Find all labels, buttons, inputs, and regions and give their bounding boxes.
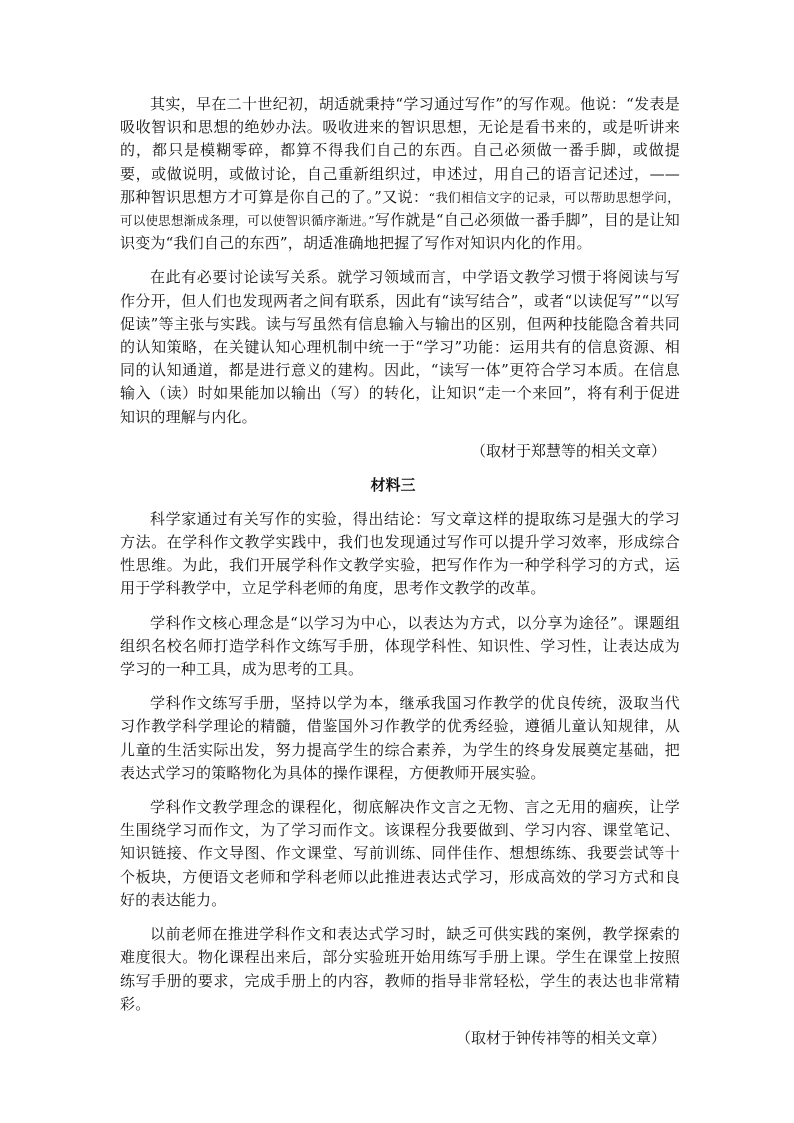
hu-shi-quote: “我们相信文字的记录，可以帮助思想学问，可以使思想渐成条理，可以使智识循序渐进。” (120, 189, 680, 229)
section-title-material-three: 材料三 (370, 475, 416, 494)
paragraph-hu-shi (120, 93, 680, 255)
document-page (120, 93, 680, 1050)
paragraph-practice: 以前老师在推进学科作文和表达式学习时，缺乏可供实践的案例，教学探索的难度很大。物化课程出来后，部分实验班开始用练写手册上课。学生在课堂上按照练写手册的要求，完成手册上的内容，教师的指导非常轻松，学生的表达也非常精彩。 (120, 925, 680, 1013)
paragraph-hu-shi-text: 其实，早在二十世纪初，胡适就秉持“学习通过写作”的写作观。他说：“发表是吸收智识和思想的绝妙办法。吸收进来的智识思想，无论是看书来的，或是听讲来的，都只是模糊零碎，都算不得我们自己的东西。自己必须做一番手脚，或做提要，或做说明，或做讨论，自己重新组织过，申述过，用自己的语言记述过，——那种智识思想方才可算是你自己的了。”又说： (120, 95, 680, 206)
paragraph-core-concept: 学科作文核心理念是“以学习为中心，以表达为方式，以分享为途径”。课题组组织名校名师打造学科作文练写手册，体现学科性、知识性、学习性，让表达成为学习的一种工具，成为思考的工具。 (120, 613, 680, 679)
source-citation-zhong: （取材于钟传祎等的相关文章） (455, 1028, 666, 1047)
paragraph-curriculum: 学科作文教学理念的课程化，彻底解决作文言之无物、言之无用的痼疾，让学生围绕学习而作文，为了学习而作文。该课程分我要做到、学习内容、课堂笔记、知识链接、作文导图、作文课堂、写前训练、同伴佳作、想想练练、我要尝试等十个板块，方便语文老师和学科老师以此推进表达式学习，形成高效的学习方式和良好的表达能力。 (120, 798, 680, 909)
paragraph-hu-shi-conclusion: 写作就是“自己必须做一番手脚”，目的是让知识变为“我们自己的东西”，胡适准确地把握了写作对知识内化的作用。 (120, 211, 680, 253)
paragraph-experiment: 科学家通过有关写作的实验，得出结论：写文章这样的提取练习是强大的学习方法。在学科作文教学实践中，我们也发现通过写作可以提升学习效率，形成综合性思维。为此，我们开展学科作文教学实验，把写作作为一种学科学习的方式，运用于学科教学中，立足学科老师的角度，思考作文教学的改革。 (120, 509, 680, 598)
paragraph-reading-writing: 在此有必要讨论读写关系。就学习领域而言，中学语文教学习惯于将阅读与写作分开，但人们也发现两者之间有联系，因此有“读写结合”，或者“以读促写”“以写促读”等主张与实践。读与写虽然有信息输入与输出的区别，但两种技能隐含着共同的认知策略，在关键认知心理机制中统一于“学习”功能：运用共有的信息资源、相同的认知通道，都是进行意义的建构。因此，“读写一体”更符合学习本质。在信息输入（读）时如果能加以输出（写）的转化，让知识“走一个来回”，将有利于促进知识的理解与内化。 (120, 268, 680, 426)
source-citation-zheng: （取材于郑慧等的相关文章） (470, 441, 666, 460)
paragraph-handbook: 学科作文练写手册，坚持以学为本，继承我国习作教学的优良传统，汲取当代习作教学科学理论的精髓，借鉴国外习作教学的优秀经验，遵循儿童认知规律，从儿童的生活实际出发，努力提高学生的综合素养，为学生的终身发展奠定基础，把表达式学习的策略物化为具体的操作课程，方便教师开展实验。 (120, 694, 680, 782)
